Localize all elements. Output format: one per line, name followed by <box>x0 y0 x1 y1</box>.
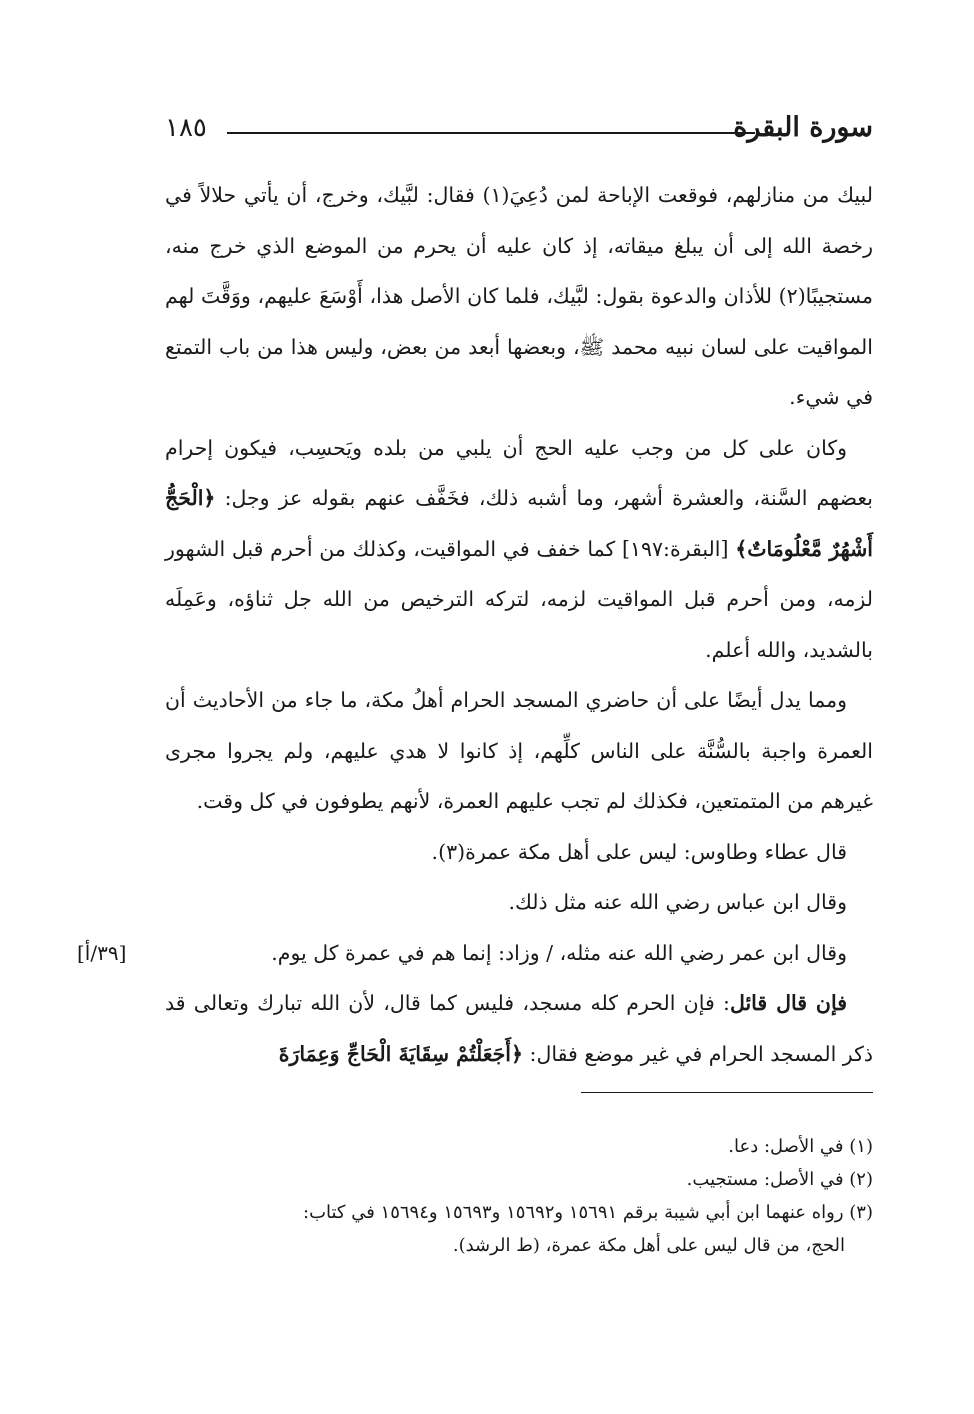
footnote-3-continued: الحج، من قال ليس على أهل مكة عمرة، (ط الرشد). <box>452 1235 845 1256</box>
footnote-rule <box>581 1092 873 1093</box>
manuscript-folio-ref: [٣٩/أ] <box>77 940 127 965</box>
book-page <box>77 0 873 1414</box>
quote-ibn-umar-text: وقال ابن عمر رضي الله عنه مثله، / وزاد: إنما هم في عمرة كل يوم. <box>271 940 847 965</box>
paragraph-3: ومما يدل أيضًا على أن حاضري المسجد الحرام أهلُ مكة، ما جاء من الأحاديث أن العمرة واجبة بالسُّنَّة على الناس كلِّهم، إذ كانوا لا هدي عليهم، ولم يجروا مجرى غيرهم من المتمتعين، فكذلك لم تجب عليهم العمرة، لأنهم يطوفون في كل وقت. <box>165 688 873 813</box>
page-header <box>165 108 873 148</box>
footnote-1: (١) في الأصل: دعا. <box>728 1136 873 1157</box>
footnotes <box>165 1130 873 1262</box>
quote-ata-tawus: قال عطاء وطاوس: ليس على أهل مكة عمرة(٣). <box>431 839 847 864</box>
quran-verse-1: ﴿الْحَجُّ أَشْهُرٌ مَّعْلُومَاتٌ﴾ <box>165 486 873 561</box>
quran-verse-2: ﴿أَجَعَلْتُمْ سِقَايَةَ الْحَاجِّ وَعِمَارَةَ <box>278 1041 524 1066</box>
objection-lead: فإن قال قائل <box>729 991 847 1015</box>
footnote-3: (٣) رواه عنهما ابن أبي شيبة برقم ١٥٦٩١ و١٥٦٩٢ و١٥٦٩٣ و١٥٦٩٤ في كتاب: <box>303 1202 873 1223</box>
main-text <box>77 170 873 1079</box>
paragraph-2-text-b: [البقرة:١٩٧] كما خفف في المواقيت، وكذلك من أحرم قبل الشهور لزمه، ومن أحرم قبل المواقيت لزمه، لتركه الترخيص من الله جل ثناؤه، وعَمِلَه بالشديد، والله أعلم. <box>165 536 873 662</box>
paragraph-2-text-a: وكان على كل من وجب عليه الحج أن يلبي من بلده ويَحسِب، فيكون إحرام بعضهم السَّنة، والعشرة أشهر، وما أشبه ذلك، فخَفَّف عنهم بقوله عز وجل: <box>165 435 873 510</box>
paragraph-1: لبيك من منازلهم، فوقعت الإباحة لمن دُعِيَ(١) فقال: لبَّيك، وخرج، أن يأتي حلالاً في رخصة الله إلى أن يبلغ ميقاته، إذ كان عليه أن يحرم من الموضع الذي خرج منه، مستجيبًا(٢) للأذان والدعوة بقول: لبَّيك، فلما كان الأصل هذا، أَوْسَعَ عليهم، ووَقَّتَ لهم المواقيت على لسان نبيه محمد ﷺ، وبعضها أبعد من بعض، وليس هذا من باب التمتع في شيء. <box>165 183 873 409</box>
quote-ibn-umar <box>77 928 873 979</box>
header-rule <box>227 132 755 134</box>
quote-ibn-abbas: وقال ابن عباس رضي الله عنه مثل ذلك. <box>508 890 847 914</box>
paragraph-2 <box>165 423 873 676</box>
page-number: ١٨٥ <box>165 113 207 143</box>
sura-title: سورة البقرة <box>733 112 873 143</box>
paragraph-4-text: : فإن الحرم كله مسجد، فليس كما قال، لأن الله تبارك وتعالى قد ذكر المسجد الحرام في غير موضع فقال: <box>165 991 873 1066</box>
paragraph-4 <box>165 978 873 1079</box>
footnote-2: (٢) في الأصل: مستجيب. <box>686 1169 873 1190</box>
